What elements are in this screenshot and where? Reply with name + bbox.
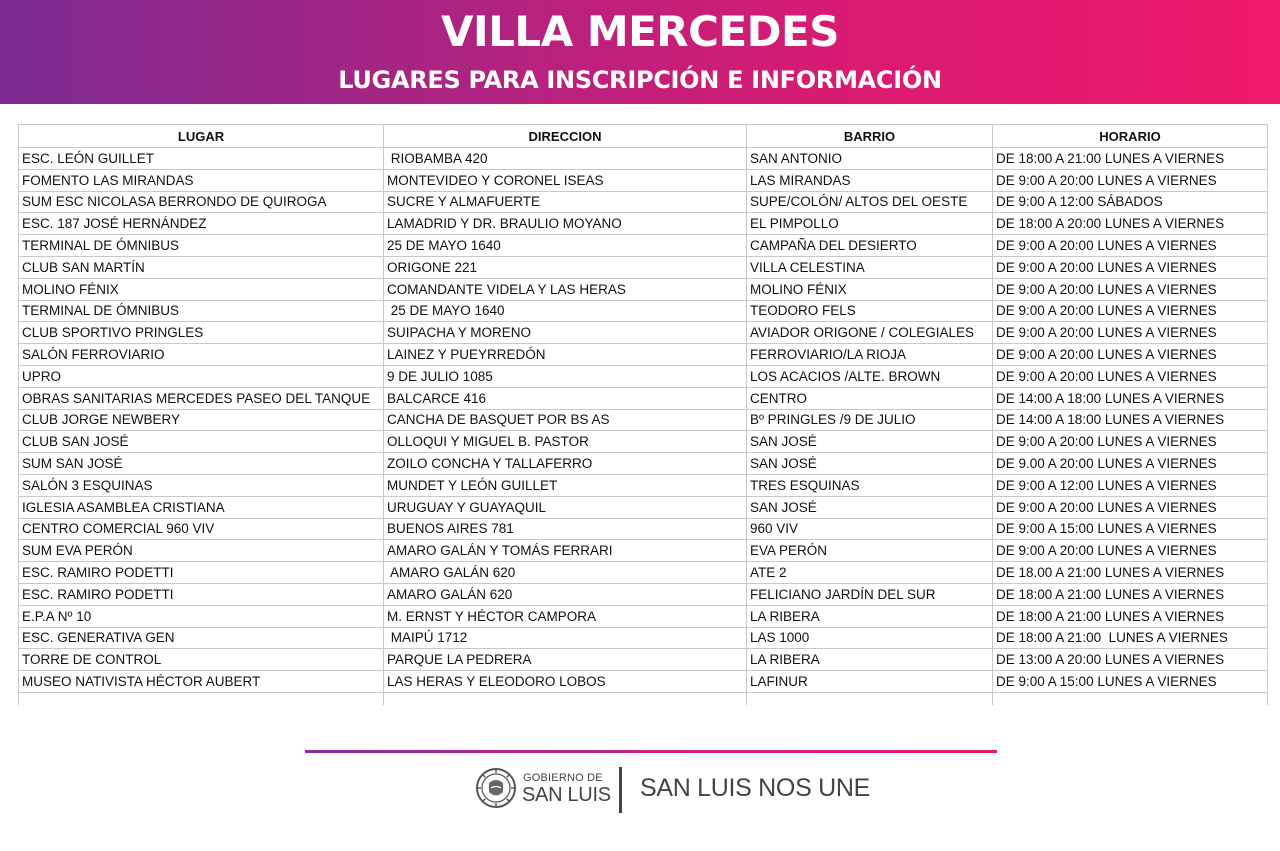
table-row — [19, 387, 1268, 409]
cell-horario: DE 9:00 A 20:00 LUNES A VIERNES — [993, 344, 1268, 366]
cell-lugar: TERMINAL DE ÓMNIBUS — [19, 300, 384, 322]
cell-direccion: OLLOQUI Y MIGUEL B. PASTOR — [384, 431, 747, 453]
cell-lugar: SALÓN FERROVIARIO — [19, 344, 384, 366]
cell-lugar: SUM ESC NICOLASA BERRONDO DE QUIROGA — [19, 191, 384, 213]
cell-lugar: CENTRO COMERCIAL 960 VIV — [19, 518, 384, 540]
cell-horario: DE 18:00 A 20:00 LUNES A VIERNES — [993, 213, 1268, 235]
cell-barrio: LA RIBERA — [747, 605, 993, 627]
cell-horario: DE 14:00 A 18:00 LUNES A VIERNES — [993, 387, 1268, 409]
cell-lugar: CLUB JORGE NEWBERY — [19, 409, 384, 431]
cell-barrio: SUPE/COLÓN/ ALTOS DEL OESTE — [747, 191, 993, 213]
table-row — [19, 627, 1268, 649]
cell-direccion: COMANDANTE VIDELA Y LAS HERAS — [384, 278, 747, 300]
table-row — [19, 496, 1268, 518]
table-row — [19, 365, 1268, 387]
province-label: SAN LUIS — [522, 784, 611, 806]
table-row — [19, 474, 1268, 496]
cell-barrio: EVA PERÓN — [747, 540, 993, 562]
cell-barrio: LOS ACACIOS /ALTE. BROWN — [747, 365, 993, 387]
slogan: SAN LUIS NOS UNE — [640, 774, 870, 802]
cell-direccion: MUNDET Y LEÓN GUILLET — [384, 474, 747, 496]
table-row — [19, 431, 1268, 453]
cell-direccion: PARQUE LA PEDRERA — [384, 649, 747, 671]
cell-horario: DE 9:00 A 20:00 LUNES A VIERNES — [993, 278, 1268, 300]
cell-barrio: 960 VIV — [747, 518, 993, 540]
header-banner — [0, 0, 1280, 104]
cell-barrio: EL PIMPOLLO — [747, 213, 993, 235]
table-row — [19, 322, 1268, 344]
table-row — [19, 278, 1268, 300]
footer-divider — [305, 750, 997, 753]
cell-barrio: SAN JOSÉ — [747, 431, 993, 453]
cell-lugar: CLUB SAN JOSÉ — [19, 431, 384, 453]
cell-horario: DE 18:00 A 21:00 LUNES A VIERNES — [993, 605, 1268, 627]
cell-direccion: SUCRE Y ALMAFUERTE — [384, 191, 747, 213]
cell-horario: DE 9:00 A 20:00 LUNES A VIERNES — [993, 235, 1268, 257]
cell-horario: DE 9:00 A 20:00 LUNES A VIERNES — [993, 300, 1268, 322]
cell-horario: DE 9:00 A 15:00 LUNES A VIERNES — [993, 671, 1268, 693]
table-row — [19, 409, 1268, 431]
cell-lugar: SUM EVA PERÓN — [19, 540, 384, 562]
cell-lugar: UPRO — [19, 365, 384, 387]
cell-direccion: LAS HERAS Y ELEODORO LOBOS — [384, 671, 747, 693]
cell-horario: DE 18:00 A 21:00 LUNES A VIERNES — [993, 148, 1268, 170]
cell-horario: DE 18:00 A 21:00 LUNES A VIERNES — [993, 627, 1268, 649]
page-title: VILLA MERCEDES — [441, 7, 839, 56]
column-header-lugar: LUGAR — [19, 125, 384, 148]
cell-lugar: E.P.A Nº 10 — [19, 605, 384, 627]
table-row — [19, 300, 1268, 322]
table-row — [19, 191, 1268, 213]
cell-horario: DE 14:00 A 18:00 LUNES A VIERNES — [993, 409, 1268, 431]
cell-lugar: MUSEO NATIVISTA HÉCTOR AUBERT — [19, 671, 384, 693]
locations-table — [18, 124, 1268, 705]
footer-separator — [619, 767, 622, 813]
table-row — [19, 235, 1268, 257]
cell-direccion: 25 DE MAYO 1640 — [384, 235, 747, 257]
cell-horario: DE 9:00 A 20:00 LUNES A VIERNES — [993, 496, 1268, 518]
cell-lugar: ESC. LEÓN GUILLET — [19, 148, 384, 170]
cell-direccion: URUGUAY Y GUAYAQUIL — [384, 496, 747, 518]
cell-barrio: FELICIANO JARDÍN DEL SUR — [747, 583, 993, 605]
coat-of-arms-icon — [474, 766, 518, 810]
column-header-horario: HORARIO — [993, 125, 1268, 148]
cell-horario: DE 9:00 A 20:00 LUNES A VIERNES — [993, 431, 1268, 453]
cell-horario: DE 13:00 A 20:00 LUNES A VIERNES — [993, 649, 1268, 671]
cell-barrio: LAS 1000 — [747, 627, 993, 649]
table-row — [19, 649, 1268, 671]
cell-lugar: TORRE DE CONTROL — [19, 649, 384, 671]
cell-barrio: CAMPAÑA DEL DESIERTO — [747, 235, 993, 257]
table-row — [19, 671, 1268, 693]
cell-horario: DE 9:00 A 20:00 LUNES A VIERNES — [993, 365, 1268, 387]
cell-barrio: LAFINUR — [747, 671, 993, 693]
cell-lugar: SALÓN 3 ESQUINAS — [19, 474, 384, 496]
cell-direccion: AMARO GALÁN 620 — [384, 583, 747, 605]
table-row — [19, 605, 1268, 627]
column-header-barrio: BARRIO — [747, 125, 993, 148]
cell-direccion: 9 DE JULIO 1085 — [384, 365, 747, 387]
cell-direccion: BUENOS AIRES 781 — [384, 518, 747, 540]
cell-horario: DE 9:00 A 12:00 SÁBADOS — [993, 191, 1268, 213]
table-row — [19, 169, 1268, 191]
cell-lugar: MOLINO FÉNIX — [19, 278, 384, 300]
cell-lugar: FOMENTO LAS MIRANDAS — [19, 169, 384, 191]
table-row — [19, 540, 1268, 562]
cell-lugar: IGLESIA ASAMBLEA CRISTIANA — [19, 496, 384, 518]
cell-direccion: LAINEZ Y PUEYRREDÓN — [384, 344, 747, 366]
cell-barrio: ATE 2 — [747, 562, 993, 584]
table-row — [19, 583, 1268, 605]
empty-cell — [19, 692, 384, 705]
table-row — [19, 213, 1268, 235]
cell-horario: DE 9:00 A 20:00 LUNES A VIERNES — [993, 322, 1268, 344]
cell-direccion: MONTEVIDEO Y CORONEL ISEAS — [384, 169, 747, 191]
empty-cell — [384, 692, 747, 705]
cell-direccion: CANCHA DE BASQUET POR BS AS — [384, 409, 747, 431]
cell-horario: DE 9:00 A 20:00 LUNES A VIERNES — [993, 256, 1268, 278]
cell-barrio: SAN JOSÉ — [747, 496, 993, 518]
cell-barrio: MOLINO FÉNIX — [747, 278, 993, 300]
cell-direccion: LAMADRID Y DR. BRAULIO MOYANO — [384, 213, 747, 235]
cell-horario: DE 9.00 A 20:00 LUNES A VIERNES — [993, 453, 1268, 475]
table-row — [19, 148, 1268, 170]
cell-direccion: 25 DE MAYO 1640 — [384, 300, 747, 322]
empty-cell — [747, 692, 993, 705]
cell-barrio: AVIADOR ORIGONE / COLEGIALES — [747, 322, 993, 344]
column-header-direccion: DIRECCION — [384, 125, 747, 148]
cell-barrio: Bº PRINGLES /9 DE JULIO — [747, 409, 993, 431]
cell-horario: DE 18:00 A 21:00 LUNES A VIERNES — [993, 583, 1268, 605]
cell-direccion: AMARO GALÁN 620 — [384, 562, 747, 584]
table-body — [19, 148, 1268, 705]
table-row — [19, 344, 1268, 366]
government-label: GOBIERNO DE — [523, 772, 603, 784]
table-row — [19, 518, 1268, 540]
cell-lugar: ESC. RAMIRO PODETTI — [19, 583, 384, 605]
cell-horario: DE 9:00 A 20:00 LUNES A VIERNES — [993, 169, 1268, 191]
table-header-row — [19, 125, 1268, 148]
cell-direccion: SUIPACHA Y MORENO — [384, 322, 747, 344]
cell-lugar: CLUB SAN MARTÍN — [19, 256, 384, 278]
cell-lugar: OBRAS SANITARIAS MERCEDES PASEO DEL TANQUE — [19, 387, 384, 409]
cell-direccion: RIOBAMBA 420 — [384, 148, 747, 170]
cell-lugar: TERMINAL DE ÓMNIBUS — [19, 235, 384, 257]
cell-direccion: ZOILO CONCHA Y TALLAFERRO — [384, 453, 747, 475]
cell-barrio: SAN JOSÉ — [747, 453, 993, 475]
cell-lugar: SUM SAN JOSÉ — [19, 453, 384, 475]
table-empty-row — [19, 692, 1268, 705]
cell-horario: DE 18.00 A 21:00 LUNES A VIERNES — [993, 562, 1268, 584]
cell-direccion: AMARO GALÁN Y TOMÁS FERRARI — [384, 540, 747, 562]
cell-barrio: TRES ESQUINAS — [747, 474, 993, 496]
cell-lugar: ESC. RAMIRO PODETTI — [19, 562, 384, 584]
cell-barrio: LA RIBERA — [747, 649, 993, 671]
cell-barrio: FERROVIARIO/LA RIOJA — [747, 344, 993, 366]
table-row — [19, 453, 1268, 475]
cell-barrio: LAS MIRANDAS — [747, 169, 993, 191]
page-subtitle: LUGARES PARA INSCRIPCIÓN E INFORMACIÓN — [338, 66, 942, 94]
cell-barrio: SAN ANTONIO — [747, 148, 993, 170]
cell-barrio: CENTRO — [747, 387, 993, 409]
cell-lugar: CLUB SPORTIVO PRINGLES — [19, 322, 384, 344]
cell-direccion: MAIPÚ 1712 — [384, 627, 747, 649]
cell-barrio: VILLA CELESTINA — [747, 256, 993, 278]
cell-lugar: ESC. GENERATIVA GEN — [19, 627, 384, 649]
cell-direccion: M. ERNST Y HÉCTOR CAMPORA — [384, 605, 747, 627]
empty-cell — [993, 692, 1268, 705]
table-row — [19, 256, 1268, 278]
cell-barrio: TEODORO FELS — [747, 300, 993, 322]
cell-horario: DE 9:00 A 15:00 LUNES A VIERNES — [993, 518, 1268, 540]
cell-direccion: ORIGONE 221 — [384, 256, 747, 278]
cell-horario: DE 9:00 A 12:00 LUNES A VIERNES — [993, 474, 1268, 496]
cell-lugar: ESC. 187 JOSÉ HERNÁNDEZ — [19, 213, 384, 235]
cell-direccion: BALCARCE 416 — [384, 387, 747, 409]
table-row — [19, 562, 1268, 584]
cell-horario: DE 9:00 A 20:00 LUNES A VIERNES — [993, 540, 1268, 562]
